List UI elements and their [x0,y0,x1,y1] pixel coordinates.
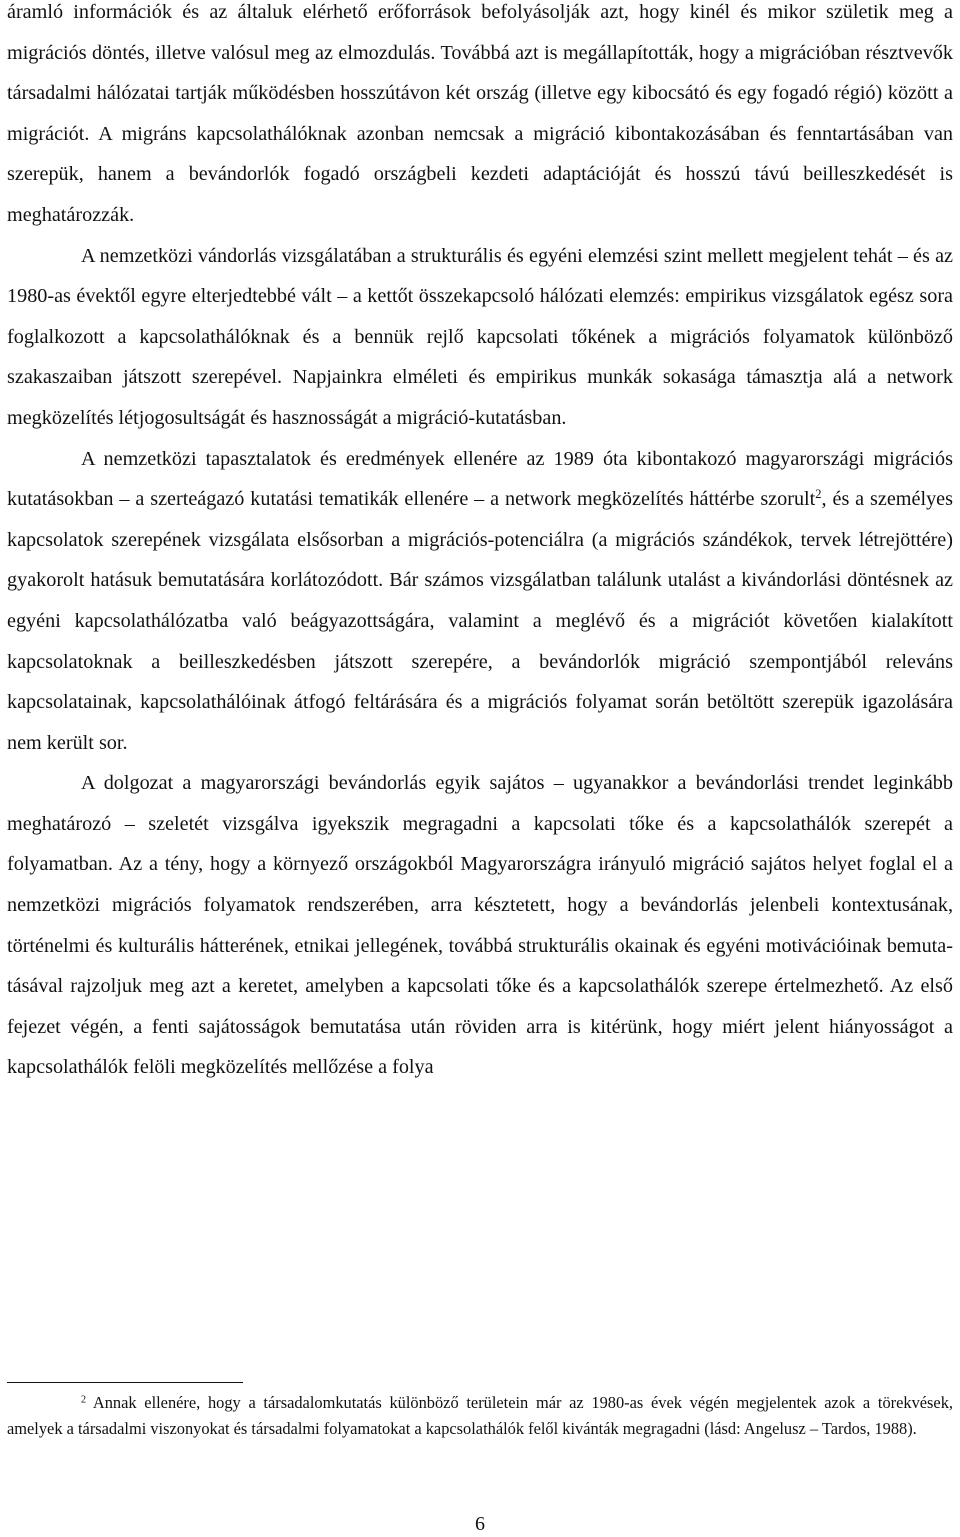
footnote-marker: 2 [81,1394,87,1406]
body-text [7,0,953,1088]
page-number: 6 [475,1513,485,1535]
paragraph [7,763,953,1088]
paragraph [7,439,953,764]
footnote-text: Annak ellenére, hogy a társadalomkutatás különböző területein már az 1980-as évek végén megjelentek azok a törekvések, amelyek a társadalmi viszonyokat és társadalmi folyamatokat a kapcsolathálók felől kivánták megragadni (lásd: Angelusz – Tardos, 1988). [7,1393,953,1438]
paragraph [7,236,953,439]
paragraph-text: A nemzetközi vándorlás vizsgálatában a strukturális és egyéni elemzési szint mellett megjelent tehát – és az 1980-as évektől egyre elterjedtebbé vált – a kettőt összekapcsoló hálózati elemzés: empirikus vizsgálatok egész sora foglalkozott a kapcsolathálóknak és a bennük rejlő kapcsolati tőkének a migrációs folyamatok különböző szakaszaiban játszott szerepével. Napjainkra elméleti és empirikus munkák sokasága támasztja alá a network megközelítés létjogosultságát és hasznosságát a migráció-kutatásban. [7,244,953,429]
paragraph-text: A nemzetközi tapasztalatok és eredmények ellenére az 1989 óta kibontakozó magyarországi migrációs kutatásokban – a szerteágazó kutatási tematikák ellenére – a network megközelítés háttérbe szorult [7,447,953,511]
footnote [7,1390,953,1442]
paragraph [7,0,953,236]
paragraph-text: , és a személyes kapcsolatok szerepének vizsgálata elsősorban a migrációs-potenciálra (a migrációs szándékok, tervek létrejöttére) gyakorolt hatásuk bemutatására korlátozódott. Bár számos vizsgálatban találunk utalást a kivándorlási döntésnek az egyéni kapcsolathálózatba való beágyazottságára, valamint a meglévő és a migrációt követően kialakított kapcsolatoknak a beilleszkedésben játszott szerepére, a bevándorlók migráció szempontjából releváns kapcsolatainak, kapcsolathálóinak átfogó feltárására és a migrációs folyamat során betöltött szerepük igazolására nem került sor. [7,488,953,754]
paragraph-text: áramló információk és az általuk elérhető erőforrások befolyásolják azt, hogy kinél és mikor születik meg a migrációs döntés, illetve valósul meg az elmozdulás. Továbbá azt is megállapították, hogy a migrációban résztvevők társadalmi hálózatai tartják működésben hosszútávon két ország (illetve egy kibocsátó és egy fogadó régió) között a migrációt. A migráns kapcsolathálóknak azonban nemcsak a migráció kibontakozásában és fenntartásában van szerepük, hanem a bevándorlók fogadó országbeli kezdeti adaptációját és hosszú távú beilleszkedését is meghatározzák. [7,1,953,226]
paragraph-text: A dolgozat a magyarországi bevándorlás egyik sajátos – ugyanakkor a bevándorlási trendet leginkább meghatározó – szeletét vizsgálva igyekszik megragadni a kapcsolati tőke és a kapcsolathálók szerepét a folyamatban. Az a tény, hogy a környező országokból Magyarországra irányuló migráció sajátos helyet foglal el a nemzetközi migrációs folyamatok rendszerében, arra késztetett, hogy a bevándorlás jelenbeli kontextusának, történelmi és kulturális hátterének, etnikai jellegének, továbbá strukturális okainak és egyéni motivációinak bemutatásával rajzoljuk meg azt a keretet, amelyben a kapcsolati tőke és a kapcsolathálók szerepe értelmezhető. Az első fejezet végén, a fenti sajátosságok bemutatása után röviden arra is kitérünk, hogy miért jelent hiányosságot a kapcsolathálók felöli megközelítés mellőzése a folya [7,772,953,1079]
footnote-separator [7,1382,243,1383]
footnote-reference: 2 [815,487,822,502]
